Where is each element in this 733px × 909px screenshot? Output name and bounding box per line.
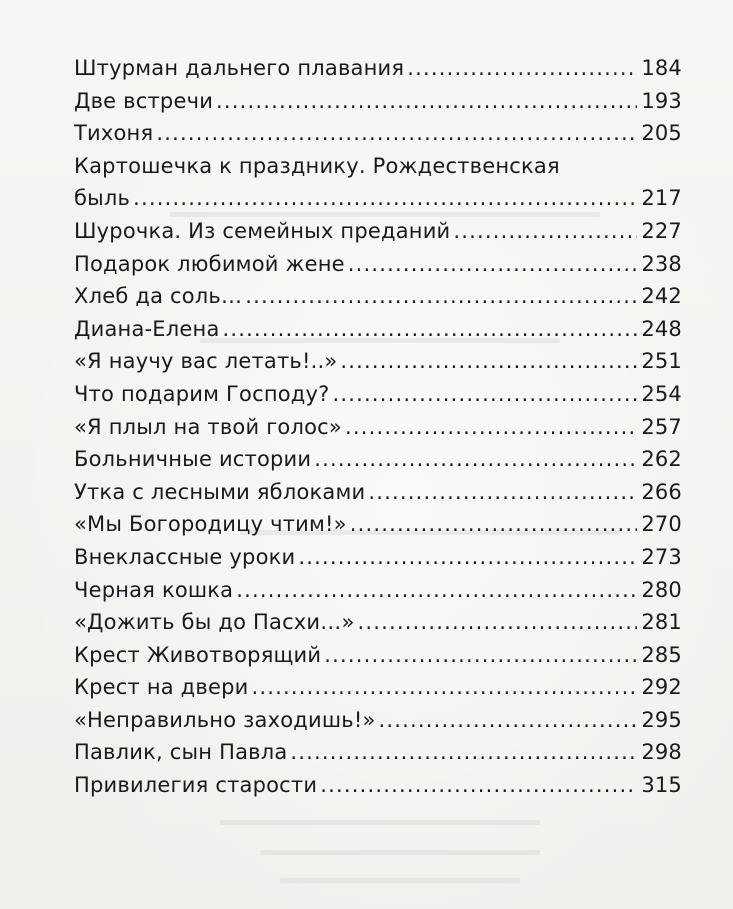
toc-entry-page: 184 (641, 56, 682, 80)
toc-entry (74, 117, 682, 150)
toc-entry-page: 251 (641, 349, 682, 374)
dot-leader (223, 313, 638, 346)
toc-entry-title: «Мы Богородицу чтим!» (74, 512, 347, 537)
toc-entry-page: 292 (641, 675, 682, 700)
toc-entry-title: Крест Животворящий (74, 642, 322, 667)
dot-leader (407, 52, 637, 85)
dot-leader (245, 280, 637, 313)
toc-entry (74, 769, 682, 802)
toc-entry (74, 85, 682, 118)
dot-leader (333, 378, 638, 411)
dot-leader (345, 411, 637, 444)
show-through-mark (220, 820, 540, 825)
toc-entry (74, 443, 682, 476)
dot-leader (348, 248, 638, 281)
show-through-mark (280, 878, 520, 883)
show-through-mark (260, 850, 540, 855)
toc-entry-title: Хлеб да соль… (74, 284, 243, 309)
toc-entry (74, 704, 682, 737)
toc-entry-page: 298 (641, 740, 682, 765)
dot-leader (324, 639, 637, 672)
dot-leader (350, 508, 638, 541)
toc-entry-title: Шурочка. Из семейных преданий (74, 218, 451, 243)
dot-leader (298, 541, 637, 574)
toc-entry (74, 541, 682, 574)
toc-entry (74, 606, 682, 639)
toc-entry (74, 411, 682, 444)
toc-entry-page: 217 (641, 186, 682, 211)
toc-entry (74, 345, 682, 378)
toc-entry-page: 281 (641, 610, 682, 635)
toc-entry-title: Утка с лесными яблоками (74, 479, 366, 504)
toc-entry-title: Что подарим Господу? (74, 381, 330, 406)
toc-entry-page: 280 (641, 577, 682, 602)
toc-entry-title: Тихоня (74, 121, 154, 146)
toc-entry-title: «Неправильно заходишь!» (74, 707, 376, 732)
toc-entry-title: Штурман дальнего плавания (74, 56, 405, 80)
toc-entry-page: 273 (641, 544, 682, 569)
dot-leader (453, 215, 637, 248)
toc-entry (74, 508, 682, 541)
toc-entry-title: Привилегия старости (74, 773, 318, 798)
toc-entry-page: 266 (641, 479, 682, 504)
toc-entry-title: Диана-Елена (74, 316, 220, 341)
dot-leader (133, 182, 637, 215)
toc-entry-title: быль (74, 186, 131, 211)
toc-entry-page: 257 (641, 414, 682, 439)
toc-entry-page: 270 (641, 512, 682, 537)
toc-entry-title: Больничные истории (74, 447, 312, 472)
toc-entry-title: «Я плыл на твой голос» (74, 414, 342, 439)
toc-entry (74, 280, 682, 313)
toc-entry (74, 313, 682, 346)
toc-entry-title-line1: Картошечка к празднику. Рождественская (74, 153, 560, 178)
toc-entry-page: 205 (641, 121, 682, 146)
toc-entry (74, 248, 682, 281)
dot-leader (358, 606, 638, 639)
toc-entry (74, 215, 682, 248)
toc-entry (74, 671, 682, 704)
dot-leader (251, 671, 637, 704)
toc-entry (74, 150, 682, 215)
toc-entry-title: Павлик, сын Павла (74, 740, 288, 765)
toc-entry-page: 295 (641, 707, 682, 732)
toc-entry (74, 736, 682, 769)
toc-entry-page: 285 (641, 642, 682, 667)
toc-entry-title: Подарок любимой жене (74, 251, 345, 276)
toc-entry-title: Внеклассные уроки (74, 544, 296, 569)
toc-entry-page: 193 (641, 88, 682, 113)
dot-leader (368, 476, 637, 509)
dot-leader (320, 769, 637, 802)
toc-entry (74, 574, 682, 607)
toc-entry (74, 476, 682, 509)
toc-entry (74, 639, 682, 672)
toc-entry-page: 242 (641, 284, 682, 309)
toc-entry-page: 315 (641, 773, 682, 798)
toc-entry-title: Черная кошка (74, 577, 234, 602)
toc-entry-page: 238 (641, 251, 682, 276)
toc-entry-page: 262 (641, 447, 682, 472)
toc-entry (74, 378, 682, 411)
dot-leader (314, 443, 637, 476)
toc-entry-title: «Дожить бы до Пасхи…» (74, 610, 355, 635)
table-of-contents (74, 52, 682, 802)
dot-leader (340, 345, 637, 378)
dot-leader (156, 117, 637, 150)
dot-leader (216, 85, 637, 118)
dot-leader (290, 736, 637, 769)
toc-entry-title: Крест на двери (74, 675, 249, 700)
toc-entry (74, 52, 682, 85)
toc-entry-page: 227 (641, 218, 682, 243)
toc-entry-title: «Я научу вас летать!..» (74, 349, 338, 374)
toc-entry-title: Две встречи (74, 88, 214, 113)
toc-entry-page: 254 (641, 381, 682, 406)
toc-entry-page: 248 (641, 316, 682, 341)
dot-leader (236, 574, 637, 607)
dot-leader (379, 704, 638, 737)
